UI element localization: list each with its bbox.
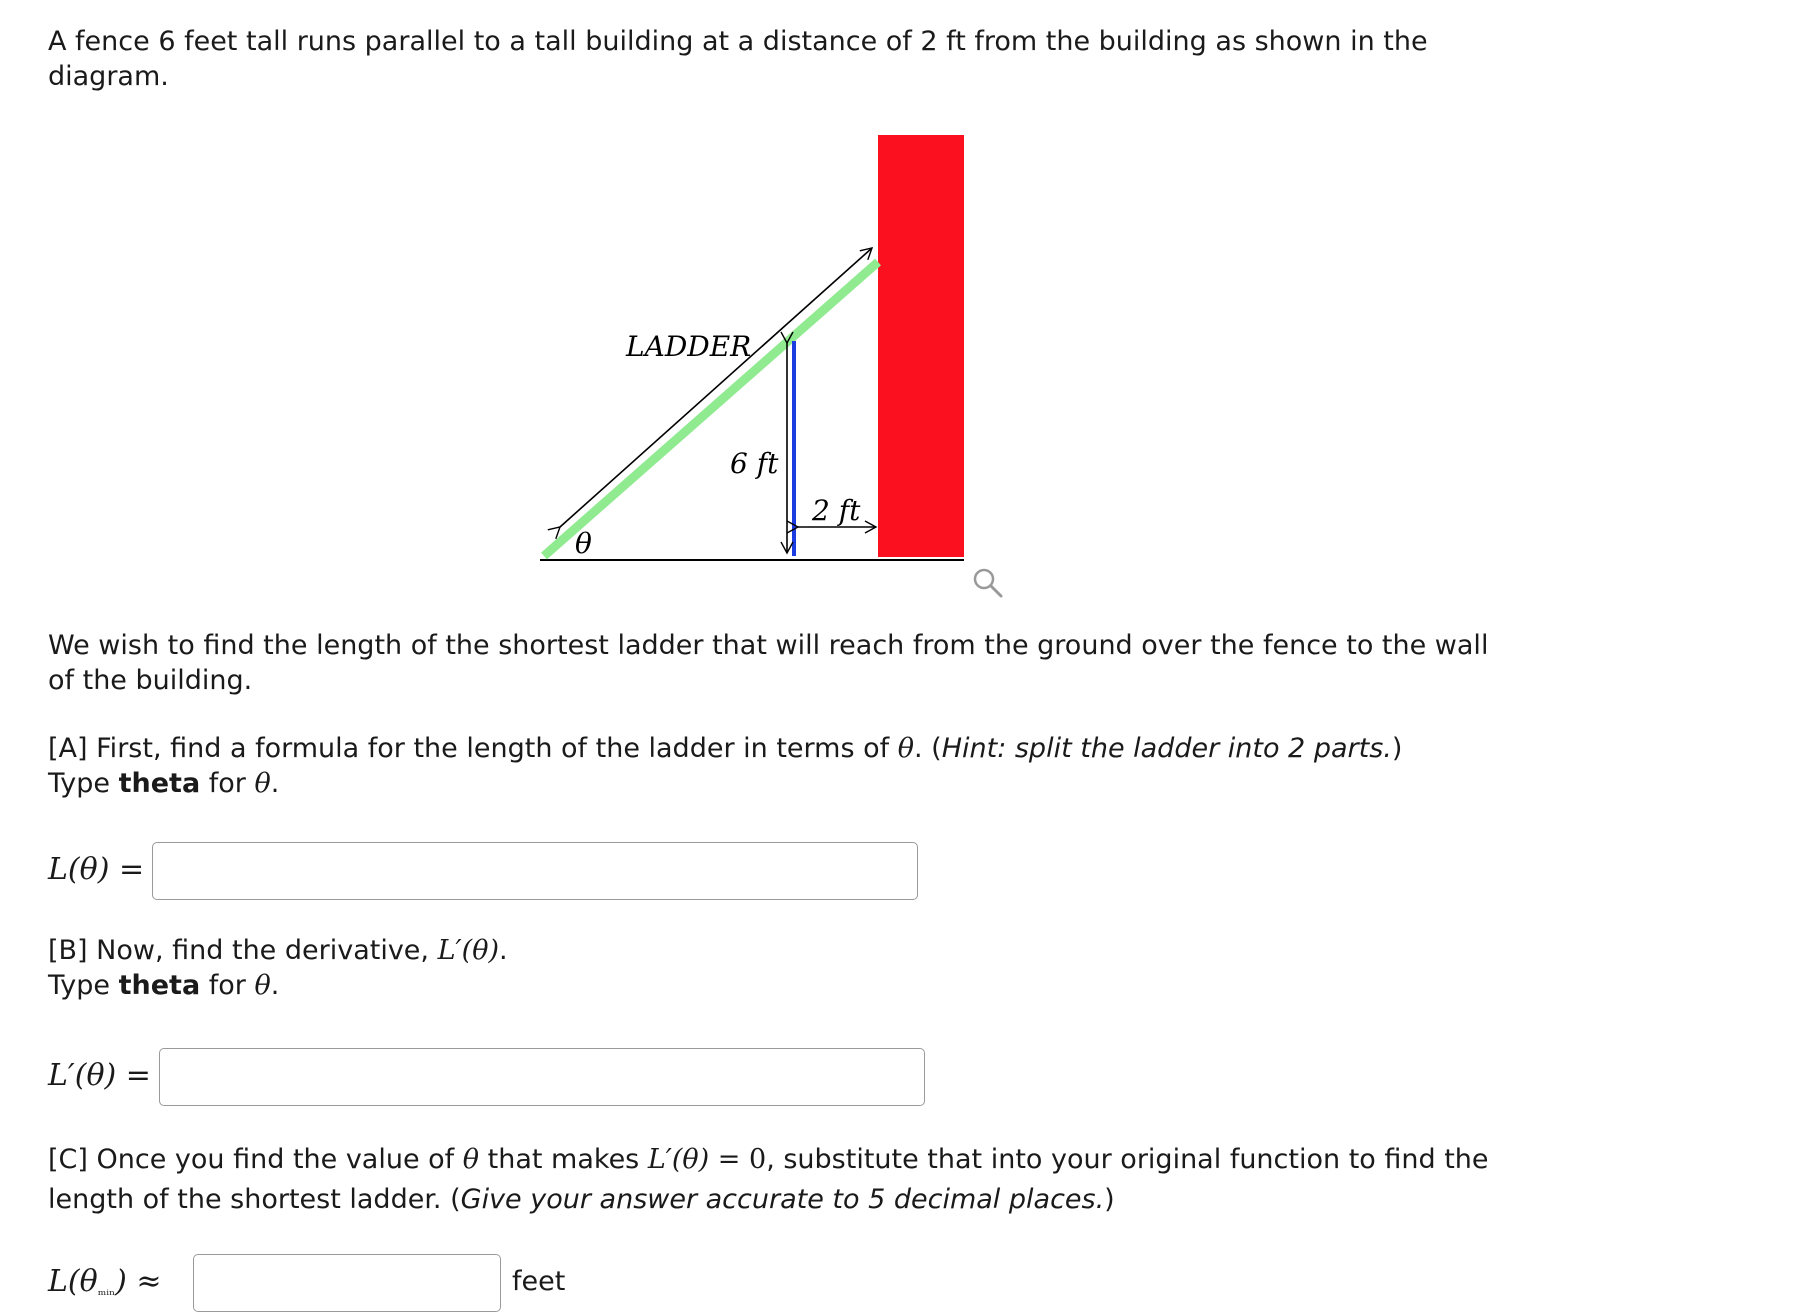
part-a-hint: Hint: split the ladder into 2 parts. [941,733,1392,764]
part-c-function-label: L(θ [48,1264,98,1299]
part-c-hint: Give your answer accurate to 5 decimal places. [460,1184,1105,1215]
part-a-theta: θ [897,733,914,764]
part-a-answer-input[interactable] [152,842,918,900]
part-b-derivative: L′(θ) [437,935,499,966]
part-c-answer-input[interactable] [193,1254,501,1312]
part-a-type-for: for [200,768,255,799]
part-a-equals: = [118,852,145,887]
distance-label: 2 ft [812,494,861,527]
part-a-type-theta: θ [254,768,271,799]
part-a-prompt [48,731,1508,801]
part-b-answer-input[interactable] [159,1048,925,1106]
part-c-suffix: , substitute that into your original function to find the length of the shortest ladder. ( [48,1144,1489,1215]
part-c-subscript: ₘᵢₙ [97,1283,116,1299]
part-c-close: ) [1104,1184,1115,1215]
part-c-equation: L′(θ) [647,1144,710,1175]
part-a-type-prefix: Type [48,768,119,799]
part-b-prefix: [B] Now, find the derivative, [48,935,438,966]
part-b-type-end: . [270,970,280,1001]
part-a-after-theta: . ( [913,733,942,764]
ladder-dimension-arrow [560,248,872,527]
part-a-prefix: [A] First, find a formula for the length of the ladder in terms of [48,733,898,764]
part-a-type-end: . [270,768,280,799]
part-b-type-word: theta [118,970,201,1001]
part-b-equals: = [125,1058,151,1093]
part-b-type-for: for [200,970,255,1001]
building [878,135,964,557]
part-b-function-label: L′(θ) [48,1058,117,1093]
part-c-theta: θ [462,1144,480,1175]
part-a-close: ) [1391,733,1403,764]
intro-text: A fence 6 feet tall runs parallel to a tall building at a distance of 2 ft from the building as shown in the diagram. [48,26,1428,92]
part-a-type-word: theta [118,768,201,799]
part-c-label-close: ) [115,1264,127,1299]
fence-height-label: 6 ft [730,447,779,480]
part-a-label [48,850,144,890]
part-c-unit: feet [512,1266,566,1297]
part-c-middle: that makes [479,1144,648,1175]
part-b-label [48,1056,151,1096]
angle-label: θ [575,527,592,560]
ladder-diagram [0,0,1802,620]
part-b-type-prefix: Type [48,970,119,1001]
part-b-type-theta: θ [254,970,271,1001]
part-a-function-label: L(θ) [48,852,110,887]
part-b-end: . [498,935,508,966]
goal-text: We wish to find the length of the shortest ladder that will reach from the ground over the fence to the wall of the building. [48,630,1489,696]
part-c-prefix: [C] Once you find the value of [48,1144,463,1175]
part-c-prompt [48,1140,1528,1220]
magnify-icon[interactable] [970,565,1004,599]
part-c-equation-rest: = 0 [709,1144,767,1175]
ladder-label: LADDER [626,330,752,363]
part-b-prompt [48,933,1508,1003]
part-c-label [48,1262,162,1311]
part-c-approx: ≈ [136,1264,162,1299]
